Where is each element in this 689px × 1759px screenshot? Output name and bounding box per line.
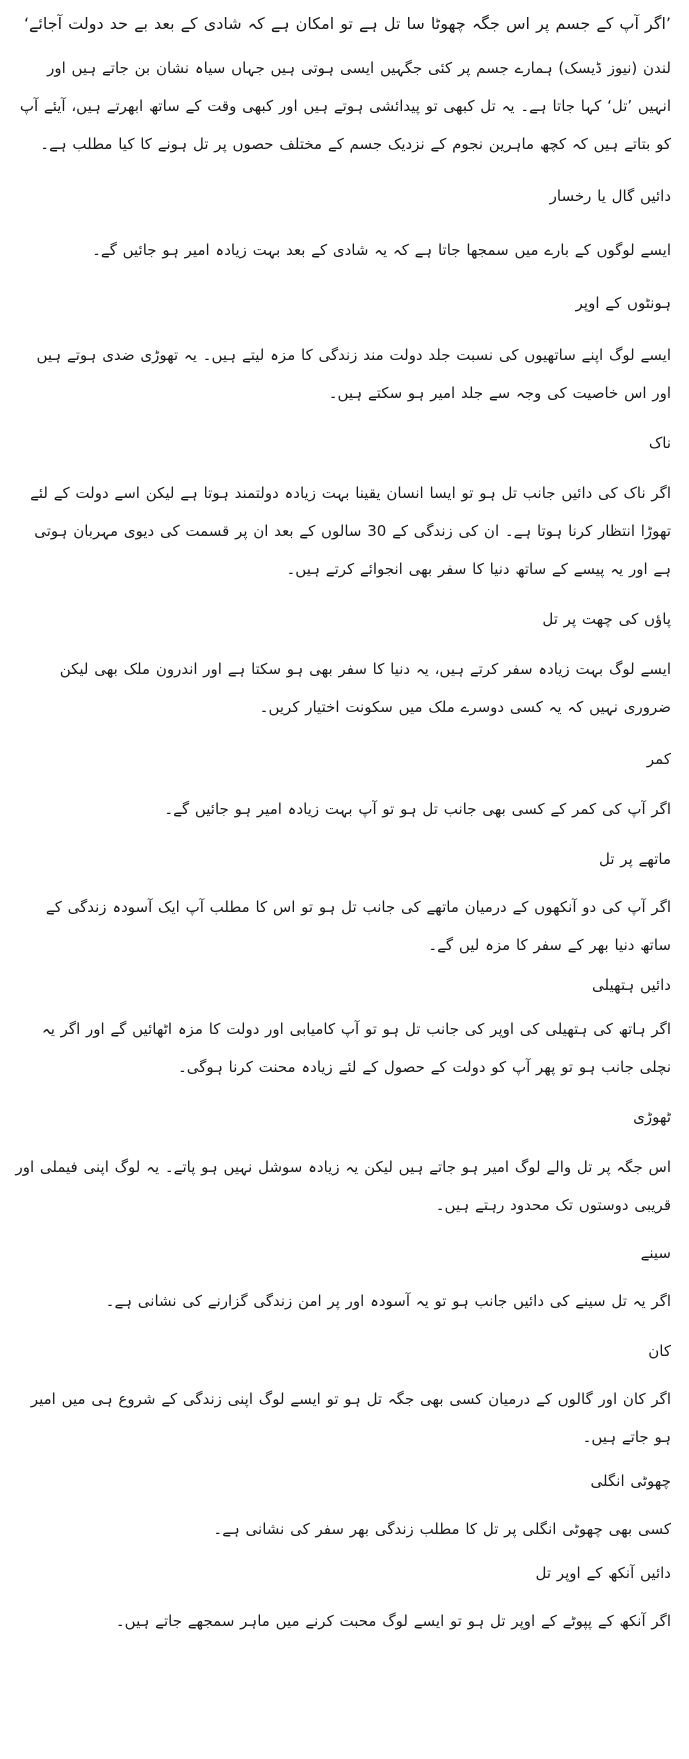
section-heading-little-finger: چھوٹی انگلی bbox=[590, 1472, 671, 1490]
section-heading-nose: ناک bbox=[648, 434, 671, 452]
section-heading-sole: پاؤں کی چھت پر تل bbox=[542, 610, 671, 628]
section-text-chest: اگر یہ تل سینے کی دائیں جانب ہو تو یہ آسودہ اور پر امن زندگی گزارنے کی نشانی ہے۔ bbox=[105, 1292, 671, 1310]
section-text-little-finger: کسی بھی چھوٹی انگلی پر تل کا مطلب زندگی بھر سفر کی نشانی ہے۔ bbox=[213, 1520, 671, 1538]
section-text-back: اگر آپ کی کمر کے کسی بھی جانب تل ہو تو آپ بہت زیادہ امیر ہو جائیں گے۔ bbox=[164, 800, 671, 818]
section-text-right-palm: اگر ہاتھ کی ہتھیلی کی اوپر کی جانب تل ہو تو آپ کامیابی اور دولت کا مزہ اٹھائیں گے اور اگر یہ نچلی جانب ہو تو پھر آپ کو دولت کے حصول کے لئے زیادہ محنت کرنا ہوگی۔ bbox=[41, 1020, 671, 1076]
section-heading-above-lips: ہونٹوں کے اوپر bbox=[575, 294, 671, 312]
section-text-nose: اگر ناک کی دائیں جانب تل ہو تو ایسا انسان یقینا بہت زیادہ دولتمند ہوتا ہے لیکن اسے دولت کے لئے تھوڑا انتظار کرنا ہوتا ہے۔ ان کی زندگی کے 30 سالوں کے بعد ان پر قسمت کی دیوی مہربان ہوتی ہے اور یہ پیسے کے ساتھ دنیا کا سفر بھی انجوائے کرتے ہیں۔ bbox=[30, 484, 671, 578]
section-text-above-right-eye: اگر آنکھ کے پپوٹے کے اوپر تل ہو تو ایسے لوگ محبت کرنے میں ماہر سمجھے جاتے ہیں۔ bbox=[115, 1612, 671, 1630]
section-heading-right-palm: دائیں ہتھیلی bbox=[592, 976, 671, 994]
article-body bbox=[0, 6, 689, 1640]
section-heading-forehead: ماتھے پر تل bbox=[598, 850, 671, 868]
section-heading-chest: سینے bbox=[640, 1244, 671, 1262]
section-heading-above-right-eye: دائیں آنکھ کے اوپر تل bbox=[535, 1564, 671, 1582]
section-heading-back: کمر bbox=[646, 750, 671, 768]
section-text-sole: ایسے لوگ بہت زیادہ سفر کرتے ہیں، یہ دنیا کا سفر بھی ہو سکتا ہے اور اندرون ملک بھی لیکن ضروری نہیں کہ یہ کسی دوسرے ملک میں سکونت اختیار کریں۔ bbox=[59, 660, 671, 716]
section-heading-right-cheek: دائیں گال یا رخسار bbox=[549, 187, 671, 205]
section-text-right-cheek: ایسے لوگوں کے بارے میں سمجھا جاتا ہے کہ یہ شادی کے بعد بہت زیادہ امیر ہو جائیں گے۔ bbox=[92, 241, 671, 259]
section-text-chin: اس جگہ پر تل والے لوگ امیر ہو جاتے ہیں لیکن یہ زیادہ سوشل نہیں ہو پاتے۔ یہ لوگ اپنی فیملی اور قریبی دوستوں تک محدود رہتے ہیں۔ bbox=[15, 1158, 671, 1214]
article-title: ’اگر آپ کے جسم پر اس جگہ چھوٹا سا تل ہے تو امکان ہے کہ شادی کے بعد بے حد دولت آجائے‘ bbox=[23, 14, 671, 33]
section-text-forehead: اگر آپ کی دو آنکھوں کے درمیان ماتھے کی جانب تل ہو تو اس کا مطلب آپ ایک آسودہ زندگی کے ساتھ دنیا بھر کے سفر کا مزہ لیں گے۔ bbox=[45, 898, 671, 954]
section-text-above-lips: ایسے لوگ اپنے ساتھیوں کی نسبت جلد دولت مند زندگی کا مزہ لیتے ہیں۔ یہ تھوڑی ضدی ہوتے ہیں اور اس خاصیت کی وجہ سے جلد امیر ہو سکتے ہیں۔ bbox=[36, 346, 671, 402]
section-text-ear: اگر کان اور گالوں کے درمیان کسی بھی جگہ تل ہو تو ایسے لوگ اپنی زندگی کے شروع ہی میں امیر ہو جاتے ہیں۔ bbox=[30, 1390, 671, 1446]
section-heading-chin: ٹھوڑی bbox=[633, 1108, 671, 1126]
article-intro: لندن (نیوز ڈیسک) ہمارے جسم پر کئی جگہیں ایسی ہوتی ہیں جہاں سیاہ نشان بن جاتے ہیں اور انہیں ’تل‘ کہا جاتا ہے۔ یہ تل کبھی تو پیدائشی ہوتے ہیں اور کبھی وقت کے ساتھ ابھرتے ہیں، آیئے آپ کو بتاتے ہیں کہ کچھ ماہرین نجوم کے نزدیک جسم کے مختلف حصوں پر تل ہونے کا کیا مطلب ہے۔ bbox=[19, 59, 671, 153]
section-heading-ear: کان bbox=[648, 1342, 671, 1360]
